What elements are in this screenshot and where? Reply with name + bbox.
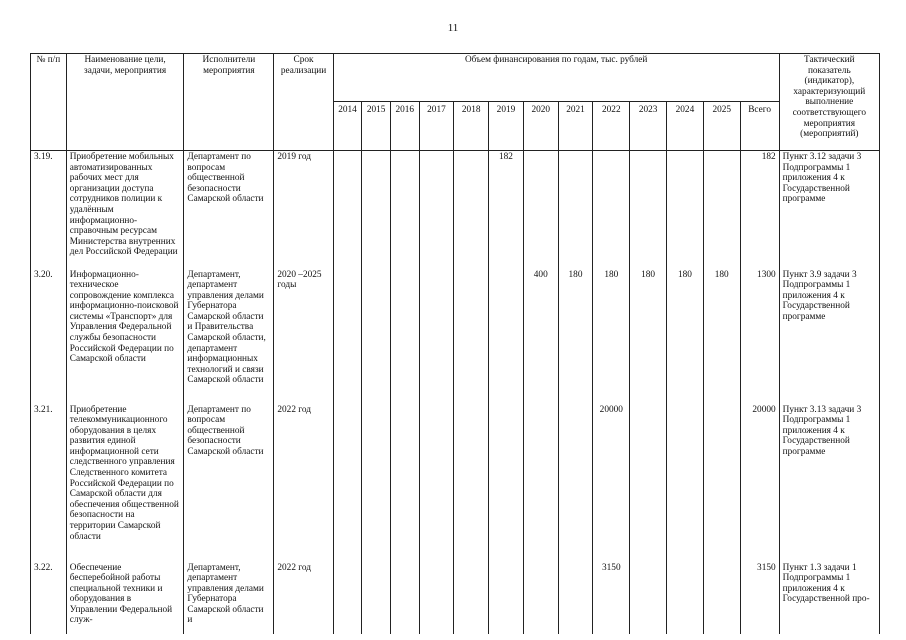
row-value <box>454 404 489 562</box>
row-value <box>558 151 593 269</box>
header-year: 2023 <box>630 102 667 151</box>
row-value <box>454 269 489 404</box>
header-num: № п/п <box>31 54 67 151</box>
row-value: 180 <box>593 269 630 404</box>
header-year: 2021 <box>558 102 593 151</box>
row-value <box>523 151 558 269</box>
row-value <box>362 269 391 404</box>
row-value: 180 <box>558 269 593 404</box>
row-value <box>558 562 593 634</box>
header-term: Срок реализации <box>274 54 333 151</box>
row-value <box>523 562 558 634</box>
row-value: 180 <box>667 269 704 404</box>
row-value <box>489 269 524 404</box>
row-value <box>454 151 489 269</box>
row-value: 180 <box>703 269 740 404</box>
row-executors: Департамент, департамент управления делами Губернатора Самарской области и Правительства Самарской области, департамент информационных технологий и связи Самарской области <box>184 269 274 404</box>
row-executors: Департамент по вопросам общественной безопасности Самарской области <box>184 404 274 562</box>
row-num: 3.19. <box>31 151 67 269</box>
row-value <box>489 562 524 634</box>
header-financing: Объем финансирования по годам, тыс. рублей <box>333 54 779 102</box>
row-name: Обеспечение бесперебойной работы специальной техники и оборудования в Управлении Федеральной служ- <box>66 562 184 634</box>
header-year: 2015 <box>362 102 391 151</box>
header-year: 2022 <box>593 102 630 151</box>
table-row <box>31 562 880 634</box>
row-num: 3.21. <box>31 404 67 562</box>
header-indicator: Тактический показатель (индикатор), характеризующий выполнение соответствующего мероприятия (мероприятий) <box>779 54 879 151</box>
header-year: 2024 <box>667 102 704 151</box>
row-value <box>419 404 454 562</box>
row-value <box>558 404 593 562</box>
row-executors: Департамент по вопросам общественной безопасности Самарской области <box>184 151 274 269</box>
row-value: 20000 <box>740 404 779 562</box>
row-value <box>333 562 362 634</box>
row-executors: Департамент, департамент управления делами Губернатора Самарской области и <box>184 562 274 634</box>
header-year: 2020 <box>523 102 558 151</box>
row-value <box>333 269 362 404</box>
header-year: 2019 <box>489 102 524 151</box>
row-value <box>419 562 454 634</box>
row-value <box>390 269 419 404</box>
row-value: 180 <box>630 269 667 404</box>
row-term: 2019 год <box>274 151 333 269</box>
table-body <box>31 151 880 634</box>
row-value: 3150 <box>740 562 779 634</box>
row-value <box>362 562 391 634</box>
row-value <box>362 151 391 269</box>
row-value <box>703 151 740 269</box>
row-value <box>593 151 630 269</box>
row-value <box>419 151 454 269</box>
row-value <box>333 404 362 562</box>
financing-table <box>30 53 880 634</box>
row-value <box>489 404 524 562</box>
table-row <box>31 404 880 562</box>
header-year: 2025 <box>703 102 740 151</box>
row-value <box>667 404 704 562</box>
row-term: 2022 год <box>274 404 333 562</box>
row-value <box>630 404 667 562</box>
row-term: 2020 –2025 годы <box>274 269 333 404</box>
row-value <box>630 562 667 634</box>
header-year: 2017 <box>419 102 454 151</box>
row-num: 3.22. <box>31 562 67 634</box>
row-value: 182 <box>740 151 779 269</box>
row-value <box>419 269 454 404</box>
row-indicator: Пункт 3.12 задачи 3 Подпрограммы 1 приложения 4 к Государственной программе <box>779 151 879 269</box>
row-num: 3.20. <box>31 269 67 404</box>
row-name: Информационно-техническое сопровождение комплекса информационно-поисковой системы «Транспорт» для Управления Федеральной службы безопасности Российской Федерации по Самарской области <box>66 269 184 404</box>
header-executors: Исполнители мероприятия <box>184 54 274 151</box>
row-value <box>390 404 419 562</box>
row-value: 3150 <box>593 562 630 634</box>
row-value <box>390 562 419 634</box>
row-value <box>333 151 362 269</box>
row-term: 2022 год <box>274 562 333 634</box>
row-value: 20000 <box>593 404 630 562</box>
row-value <box>667 562 704 634</box>
row-value: 400 <box>523 269 558 404</box>
row-value <box>362 404 391 562</box>
row-value <box>454 562 489 634</box>
header-year: 2014 <box>333 102 362 151</box>
table-row <box>31 151 880 269</box>
row-value <box>667 151 704 269</box>
row-name: Приобретение телекоммуникационного оборудования в целях развития единой информационной сети следственного управления Следственного комитета Российской Федерации по Самарской области для обеспечения общественной безопасности на территории Самарской области <box>66 404 184 562</box>
row-name: Приобретение мобильных автоматизированных рабочих мест для организации доступа сотрудников полиции к удалённым информационно-справочным ресурсам Министерства внутренних дел Российской Федерации <box>66 151 184 269</box>
header-name: Наименование цели, задачи, мероприятия <box>66 54 184 151</box>
row-indicator: Пункт 1.3 задачи 1 Подпрограммы 1 приложения 4 к Государственной про- <box>779 562 879 634</box>
row-value <box>390 151 419 269</box>
header-year: 2018 <box>454 102 489 151</box>
row-value <box>703 404 740 562</box>
row-value <box>523 404 558 562</box>
row-value <box>630 151 667 269</box>
table-row <box>31 269 880 404</box>
row-indicator: Пункт 3.13 задачи 3 Подпрограммы 1 приложения 4 к Государственной программе <box>779 404 879 562</box>
row-value: 182 <box>489 151 524 269</box>
row-value <box>703 562 740 634</box>
page-number: 11 <box>447 22 459 34</box>
header-year: Всего <box>740 102 779 151</box>
header-year: 2016 <box>390 102 419 151</box>
row-value: 1300 <box>740 269 779 404</box>
row-indicator: Пункт 3.9 задачи 3 Подпрограммы 1 приложения 4 к Государственной программе <box>779 269 879 404</box>
